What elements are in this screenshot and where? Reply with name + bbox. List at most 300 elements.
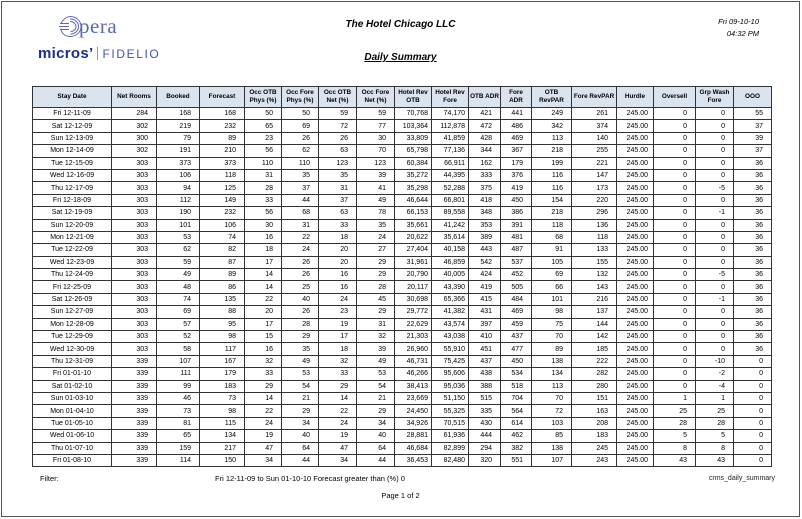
value-cell: 21: [282, 392, 319, 404]
value-cell: 219: [157, 120, 200, 132]
table-row: [33, 169, 772, 181]
value-cell: 31: [357, 318, 395, 330]
value-cell: 0: [654, 169, 696, 181]
value-cell: 0: [654, 194, 696, 206]
stay-date-cell: Sat 01-02-10: [33, 380, 112, 392]
value-cell: 65,366: [432, 293, 469, 305]
value-cell: 294: [469, 442, 501, 454]
value-cell: 81: [157, 417, 200, 429]
value-cell: 65,798: [395, 145, 432, 157]
value-cell: 505: [501, 281, 532, 293]
value-cell: 534: [501, 368, 532, 380]
value-cell: 47: [245, 442, 282, 454]
value-cell: 245.00: [617, 219, 654, 231]
value-cell: 89: [532, 343, 572, 355]
value-cell: 31: [245, 169, 282, 181]
value-cell: 52,288: [432, 182, 469, 194]
value-cell: 397: [469, 318, 501, 330]
value-cell: 34: [319, 454, 357, 466]
value-cell: 37: [282, 182, 319, 194]
value-cell: 421: [469, 108, 501, 120]
value-cell: 39: [357, 169, 395, 181]
value-cell: 98: [200, 405, 245, 417]
value-cell: 66,153: [395, 207, 432, 219]
value-cell: 26: [319, 132, 357, 144]
value-cell: 542: [469, 256, 501, 268]
value-cell: 245.00: [617, 392, 654, 404]
value-cell: 19: [245, 430, 282, 442]
value-cell: 0: [654, 368, 696, 380]
value-cell: 19: [319, 318, 357, 330]
value-cell: 62: [157, 244, 200, 256]
value-cell: 59: [357, 108, 395, 120]
value-cell: 40: [282, 293, 319, 305]
stay-date-cell: Thu 12-24-09: [33, 269, 112, 281]
value-cell: 438: [469, 368, 501, 380]
value-cell: 183: [200, 380, 245, 392]
value-cell: 46: [157, 392, 200, 404]
value-cell: 16: [319, 281, 357, 293]
value-cell: 0: [734, 417, 772, 429]
value-cell: 110: [245, 157, 282, 169]
value-cell: 18: [319, 231, 357, 243]
value-cell: 218: [532, 207, 572, 219]
value-cell: 0: [654, 269, 696, 281]
value-cell: 245.00: [617, 157, 654, 169]
value-cell: 95: [200, 318, 245, 330]
value-cell: 23: [319, 306, 357, 318]
value-cell: 35,298: [395, 182, 432, 194]
value-cell: 0: [696, 256, 734, 268]
value-cell: 0: [696, 231, 734, 243]
value-cell: 245.00: [617, 343, 654, 355]
value-cell: 113: [532, 380, 572, 392]
value-cell: 162: [469, 157, 501, 169]
value-cell: 35,272: [395, 169, 432, 181]
stay-date-cell: Mon 12-21-09: [33, 231, 112, 243]
value-cell: 303: [112, 219, 157, 231]
value-cell: 39: [357, 343, 395, 355]
value-cell: 472: [469, 120, 501, 132]
value-cell: 28: [245, 182, 282, 194]
value-cell: 74: [200, 231, 245, 243]
value-cell: 245.00: [617, 318, 654, 330]
value-cell: 0: [734, 442, 772, 454]
value-cell: 36: [734, 281, 772, 293]
value-cell: 26: [282, 132, 319, 144]
value-cell: 1: [654, 392, 696, 404]
value-cell: 469: [501, 132, 532, 144]
value-cell: -1: [696, 293, 734, 305]
value-cell: 704: [501, 392, 532, 404]
value-cell: 191: [157, 145, 200, 157]
column-header: Hurdle: [617, 87, 654, 108]
value-cell: 29: [282, 331, 319, 343]
stay-date-cell: Tue 12-22-09: [33, 244, 112, 256]
column-header: Hotel Rev OTB: [395, 87, 432, 108]
value-cell: 18: [319, 343, 357, 355]
value-cell: 443: [469, 244, 501, 256]
value-cell: 245.00: [617, 442, 654, 454]
value-cell: 112,878: [432, 120, 469, 132]
value-cell: 0: [654, 343, 696, 355]
value-cell: 376: [501, 169, 532, 181]
value-cell: 386: [501, 207, 532, 219]
value-cell: 284: [112, 108, 157, 120]
value-cell: 389: [469, 231, 501, 243]
daily-summary-table: [32, 86, 772, 467]
value-cell: 245.00: [617, 331, 654, 343]
value-cell: 245.00: [617, 244, 654, 256]
value-cell: 339: [112, 392, 157, 404]
value-cell: 44: [282, 454, 319, 466]
value-cell: 0: [734, 405, 772, 417]
value-cell: 82: [200, 244, 245, 256]
value-cell: 437: [469, 355, 501, 367]
value-cell: 112: [157, 194, 200, 206]
value-cell: -4: [696, 380, 734, 392]
value-cell: 49: [157, 269, 200, 281]
value-cell: 0: [734, 368, 772, 380]
value-cell: 8: [696, 442, 734, 454]
value-cell: 437: [501, 331, 532, 343]
value-cell: 94: [157, 182, 200, 194]
report-id: crms_daily_summary: [708, 475, 775, 482]
value-cell: 0: [654, 293, 696, 305]
value-cell: 28: [654, 417, 696, 429]
value-cell: 65: [245, 120, 282, 132]
value-cell: 0: [654, 256, 696, 268]
value-cell: 391: [501, 219, 532, 231]
value-cell: 64: [357, 442, 395, 454]
stay-date-cell: Tue 01-05-10: [33, 417, 112, 429]
value-cell: 56: [245, 207, 282, 219]
value-cell: 43: [654, 454, 696, 466]
value-cell: 74,170: [432, 108, 469, 120]
table-row: [33, 293, 772, 305]
micros-logo-text: micros’: [38, 45, 94, 62]
report-title: The Hotel Chicago LLC: [345, 19, 456, 30]
value-cell: 0: [654, 331, 696, 343]
table-row: [33, 207, 772, 219]
value-cell: 77: [357, 120, 395, 132]
value-cell: 0: [696, 331, 734, 343]
value-cell: 303: [112, 194, 157, 206]
column-header: Occ Fore Phys (%): [282, 87, 319, 108]
value-cell: 98: [532, 306, 572, 318]
value-cell: 56: [245, 145, 282, 157]
value-cell: 123: [319, 157, 357, 169]
value-cell: 208: [572, 417, 617, 429]
value-cell: 106: [200, 219, 245, 231]
value-cell: 459: [501, 318, 532, 330]
value-cell: 116: [532, 182, 572, 194]
value-cell: 59: [157, 256, 200, 268]
value-cell: 36,453: [395, 454, 432, 466]
value-cell: 339: [112, 417, 157, 429]
stay-date-cell: Wed 12-16-09: [33, 169, 112, 181]
column-header: Occ Fore Net (%): [357, 87, 395, 108]
value-cell: 85: [532, 430, 572, 442]
value-cell: 48: [157, 281, 200, 293]
value-cell: 105: [532, 256, 572, 268]
value-cell: 245: [572, 442, 617, 454]
value-cell: 73: [157, 405, 200, 417]
value-cell: 303: [112, 182, 157, 194]
value-cell: 40: [357, 430, 395, 442]
value-cell: 63: [319, 145, 357, 157]
value-cell: 14: [245, 281, 282, 293]
value-cell: 36: [734, 244, 772, 256]
value-cell: 179: [501, 157, 532, 169]
value-cell: 0: [654, 145, 696, 157]
value-cell: 41,242: [432, 219, 469, 231]
value-cell: 98: [200, 331, 245, 343]
value-cell: 0: [654, 182, 696, 194]
filter-label: Filter:: [40, 474, 59, 483]
value-cell: 95,606: [432, 368, 469, 380]
value-cell: 46,684: [395, 442, 432, 454]
value-cell: 110: [282, 157, 319, 169]
value-cell: 22: [245, 293, 282, 305]
table-row: [33, 343, 772, 355]
value-cell: 55,325: [432, 405, 469, 417]
value-cell: 66,911: [432, 157, 469, 169]
value-cell: 72: [532, 405, 572, 417]
value-cell: 20,117: [395, 281, 432, 293]
value-cell: 0: [654, 231, 696, 243]
value-cell: 0: [734, 430, 772, 442]
column-header: Oversell: [654, 87, 696, 108]
value-cell: 134: [532, 368, 572, 380]
value-cell: 159: [157, 442, 200, 454]
value-cell: 69: [157, 306, 200, 318]
value-cell: 59: [319, 108, 357, 120]
value-cell: 0: [696, 132, 734, 144]
value-cell: 31: [282, 219, 319, 231]
value-cell: 220: [572, 194, 617, 206]
value-cell: 23: [245, 132, 282, 144]
value-cell: 107: [157, 355, 200, 367]
value-cell: 28,881: [395, 430, 432, 442]
value-cell: 245.00: [617, 405, 654, 417]
value-cell: 82,899: [432, 442, 469, 454]
value-cell: 31,961: [395, 256, 432, 268]
value-cell: 222: [572, 355, 617, 367]
value-cell: 140: [572, 132, 617, 144]
value-cell: 19: [319, 430, 357, 442]
value-cell: 255: [572, 145, 617, 157]
value-cell: 28: [282, 318, 319, 330]
value-cell: 0: [654, 318, 696, 330]
stay-date-cell: Wed 12-30-09: [33, 343, 112, 355]
value-cell: 77,136: [432, 145, 469, 157]
value-cell: 39: [734, 132, 772, 144]
value-cell: 424: [469, 269, 501, 281]
value-cell: 24: [319, 417, 357, 429]
value-cell: 65: [157, 430, 200, 442]
value-cell: 168: [200, 108, 245, 120]
value-cell: 245.00: [617, 355, 654, 367]
value-cell: 35: [357, 219, 395, 231]
value-cell: 1: [696, 392, 734, 404]
value-cell: 388: [469, 380, 501, 392]
value-cell: 245.00: [617, 380, 654, 392]
table-row: [33, 269, 772, 281]
value-cell: 410: [469, 331, 501, 343]
value-cell: 17: [319, 331, 357, 343]
value-cell: 69: [282, 120, 319, 132]
value-cell: 55,910: [432, 343, 469, 355]
table-row: [33, 331, 772, 343]
value-cell: 32: [319, 355, 357, 367]
value-cell: 89: [200, 269, 245, 281]
value-cell: 36: [734, 256, 772, 268]
value-cell: 243: [572, 454, 617, 466]
value-cell: 342: [532, 120, 572, 132]
value-cell: 0: [654, 219, 696, 231]
value-cell: 303: [112, 207, 157, 219]
value-cell: 232: [200, 120, 245, 132]
value-cell: 367: [501, 145, 532, 157]
value-cell: 151: [572, 392, 617, 404]
value-cell: 113: [532, 132, 572, 144]
stay-date-cell: Sun 12-13-09: [33, 132, 112, 144]
value-cell: 484: [501, 293, 532, 305]
column-header: Occ OTB Net (%): [319, 87, 357, 108]
value-cell: 37: [319, 194, 357, 206]
value-cell: 30: [245, 219, 282, 231]
value-cell: 487: [501, 244, 532, 256]
value-cell: 34,926: [395, 417, 432, 429]
value-cell: 43,390: [432, 281, 469, 293]
value-cell: 40,158: [432, 244, 469, 256]
value-cell: 150: [200, 454, 245, 466]
table-row: [33, 392, 772, 404]
value-cell: 106: [157, 169, 200, 181]
value-cell: 136: [572, 219, 617, 231]
value-cell: 43,038: [432, 331, 469, 343]
value-cell: 564: [501, 405, 532, 417]
value-cell: 5: [654, 430, 696, 442]
value-cell: 167: [200, 355, 245, 367]
value-cell: 118: [200, 169, 245, 181]
value-cell: 303: [112, 306, 157, 318]
value-cell: 22: [319, 405, 357, 417]
value-cell: 143: [572, 281, 617, 293]
value-cell: 75,425: [432, 355, 469, 367]
column-header: Booked: [157, 87, 200, 108]
value-cell: 451: [469, 343, 501, 355]
value-cell: 70: [357, 145, 395, 157]
value-cell: 0: [654, 120, 696, 132]
column-header: Grp Wash Fore: [696, 87, 734, 108]
value-cell: 36: [734, 318, 772, 330]
value-cell: 29,772: [395, 306, 432, 318]
value-cell: 117: [200, 343, 245, 355]
value-cell: 60,384: [395, 157, 432, 169]
value-cell: 33,809: [395, 132, 432, 144]
value-cell: 16: [245, 231, 282, 243]
value-cell: 34: [357, 417, 395, 429]
value-cell: 25: [696, 405, 734, 417]
value-cell: 37: [734, 145, 772, 157]
value-cell: 49: [282, 355, 319, 367]
table-row: [33, 405, 772, 417]
value-cell: 20: [245, 306, 282, 318]
value-cell: 245.00: [617, 417, 654, 429]
value-cell: 47: [319, 442, 357, 454]
value-cell: 29: [357, 269, 395, 281]
table-row: [33, 318, 772, 330]
value-cell: 320: [469, 454, 501, 466]
value-cell: 99: [157, 380, 200, 392]
value-cell: 70,768: [395, 108, 432, 120]
value-cell: 0: [654, 380, 696, 392]
value-cell: 245.00: [617, 169, 654, 181]
stay-date-cell: Sun 12-27-09: [33, 306, 112, 318]
value-cell: 32: [245, 355, 282, 367]
value-cell: 88: [200, 306, 245, 318]
value-cell: 0: [696, 157, 734, 169]
table-row: [33, 442, 772, 454]
value-cell: 430: [469, 417, 501, 429]
value-cell: 49: [357, 355, 395, 367]
value-cell: 137: [572, 306, 617, 318]
stay-date-cell: Fri 12-25-09: [33, 281, 112, 293]
column-header: Stay Date: [33, 87, 112, 108]
value-cell: 70: [532, 392, 572, 404]
stay-date-cell: Sun 12-20-09: [33, 219, 112, 231]
value-cell: 29: [245, 380, 282, 392]
value-cell: 232: [200, 207, 245, 219]
value-cell: 138: [532, 442, 572, 454]
value-cell: 53: [157, 231, 200, 243]
value-cell: 36: [734, 293, 772, 305]
value-cell: 303: [112, 318, 157, 330]
value-cell: 374: [572, 120, 617, 132]
value-cell: 23,669: [395, 392, 432, 404]
value-cell: 55: [734, 108, 772, 120]
value-cell: 245.00: [617, 281, 654, 293]
value-cell: 173: [572, 182, 617, 194]
value-cell: 249: [532, 108, 572, 120]
value-cell: 218: [532, 145, 572, 157]
value-cell: 25: [654, 405, 696, 417]
value-cell: 82,480: [432, 454, 469, 466]
value-cell: 35: [282, 169, 319, 181]
value-cell: 44: [282, 194, 319, 206]
value-cell: 0: [696, 169, 734, 181]
stay-date-cell: Thu 01-07-10: [33, 442, 112, 454]
value-cell: 34: [245, 454, 282, 466]
value-cell: 245.00: [617, 145, 654, 157]
table-row: [33, 145, 772, 157]
value-cell: 57: [157, 318, 200, 330]
value-cell: 46,859: [432, 256, 469, 268]
value-cell: 27,404: [395, 244, 432, 256]
value-cell: 245.00: [617, 231, 654, 243]
value-cell: 17: [245, 318, 282, 330]
value-cell: 36: [734, 169, 772, 181]
value-cell: 138: [532, 355, 572, 367]
value-cell: -1: [696, 207, 734, 219]
value-cell: 24: [357, 231, 395, 243]
value-cell: 303: [112, 293, 157, 305]
value-cell: 339: [112, 368, 157, 380]
value-cell: 95,036: [432, 380, 469, 392]
value-cell: 35,614: [432, 231, 469, 243]
